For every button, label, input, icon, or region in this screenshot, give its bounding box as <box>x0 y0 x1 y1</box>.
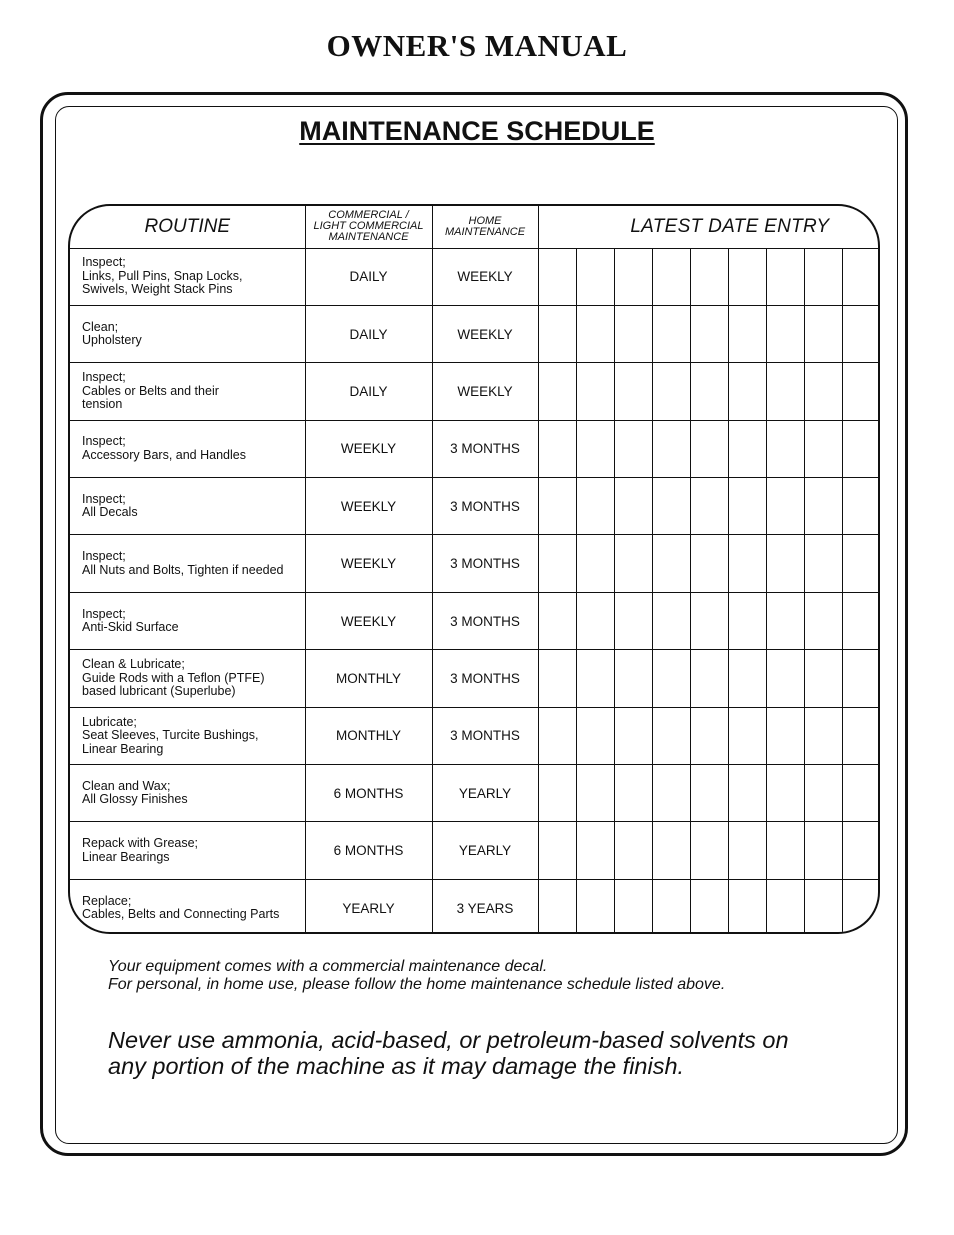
table-row <box>70 650 880 707</box>
date-entry-cell[interactable] <box>652 478 690 535</box>
table-row <box>70 879 880 934</box>
date-entry-cell[interactable] <box>766 650 804 707</box>
date-entry-cell[interactable] <box>804 478 842 535</box>
date-entry-cell[interactable] <box>804 420 842 477</box>
routine-cell <box>70 420 305 477</box>
table-row <box>70 305 880 362</box>
date-entry-cell[interactable] <box>652 707 690 764</box>
routine-line: Links, Pull Pins, Snap Locks, <box>82 268 243 283</box>
maintenance-table <box>68 204 880 934</box>
date-entry-cell[interactable] <box>538 650 576 707</box>
home-frequency-cell: 3 MONTHS <box>432 592 538 649</box>
date-entry-cell[interactable] <box>804 535 842 592</box>
date-entry-cell[interactable] <box>728 478 766 535</box>
date-entry-cell[interactable] <box>842 478 880 535</box>
table-row <box>70 363 880 420</box>
date-entry-cell[interactable] <box>614 535 652 592</box>
table-row <box>70 535 880 592</box>
routine-line: Seat Sleeves, Turcite Bushings, <box>82 728 259 743</box>
header-home-line: MAINTENANCE <box>444 225 526 238</box>
date-entry-cell[interactable] <box>728 650 766 707</box>
date-entry-cell[interactable] <box>804 822 842 879</box>
date-entry-cell[interactable] <box>576 478 614 535</box>
date-entry-cell[interactable] <box>614 879 652 934</box>
home-frequency-cell: WEEKLY <box>432 248 538 305</box>
date-entry-cell[interactable] <box>690 707 728 764</box>
date-entry-cell[interactable] <box>842 765 880 822</box>
commercial-frequency-cell: WEEKLY <box>305 592 432 649</box>
date-entry-cell[interactable] <box>576 765 614 822</box>
date-entry-cell[interactable] <box>614 592 652 649</box>
routine-line: Clean; <box>82 319 119 334</box>
home-frequency-cell: 3 MONTHS <box>432 420 538 477</box>
header-home <box>432 206 538 248</box>
date-entry-cell[interactable] <box>690 650 728 707</box>
home-frequency-cell: WEEKLY <box>432 363 538 420</box>
routine-cell <box>70 478 305 535</box>
date-entry-cell[interactable] <box>614 420 652 477</box>
routine-line: Accessory Bars, and Handles <box>82 447 246 462</box>
routine-line: Inspect; <box>82 549 126 564</box>
date-entry-cell[interactable] <box>804 650 842 707</box>
date-entry-cell[interactable] <box>766 478 804 535</box>
routine-line: Upholstery <box>82 333 142 348</box>
routine-line: based lubricant (Superlube) <box>82 684 236 699</box>
date-entry-cell[interactable] <box>766 305 804 362</box>
date-entry-cell[interactable] <box>576 535 614 592</box>
header-commercial-line: MAINTENANCE <box>328 231 409 244</box>
routine-line: Lubricate; <box>82 714 137 729</box>
solvent-warning-line: any portion of the machine as it may damage the finish. <box>108 1053 685 1079</box>
date-entry-cell[interactable] <box>614 363 652 420</box>
date-entry-cell[interactable] <box>538 592 576 649</box>
date-entry-cell[interactable] <box>652 248 690 305</box>
routine-cell <box>70 305 305 362</box>
date-entry-cell[interactable] <box>842 822 880 879</box>
commercial-frequency-cell: DAILY <box>305 363 432 420</box>
header-home-line: HOME <box>468 214 502 227</box>
table-header-row <box>70 206 880 248</box>
date-entry-cell[interactable] <box>766 420 804 477</box>
date-entry-cell[interactable] <box>576 592 614 649</box>
date-entry-cell[interactable] <box>538 707 576 764</box>
date-entry-cell[interactable] <box>804 305 842 362</box>
date-entry-cell[interactable] <box>614 248 652 305</box>
date-entry-cell[interactable] <box>804 879 842 934</box>
date-entry-cell[interactable] <box>652 420 690 477</box>
routine-line: All Glossy Finishes <box>82 792 188 807</box>
date-entry-cell[interactable] <box>690 420 728 477</box>
date-entry-cell[interactable] <box>538 305 576 362</box>
home-frequency-cell: 3 MONTHS <box>432 535 538 592</box>
date-entry-cell[interactable] <box>576 363 614 420</box>
home-frequency-cell: 3 MONTHS <box>432 707 538 764</box>
routine-cell <box>70 535 305 592</box>
commercial-frequency-cell: DAILY <box>305 305 432 362</box>
date-entry-cell[interactable] <box>576 822 614 879</box>
routine-line: Inspect; <box>82 255 126 270</box>
date-entry-cell[interactable] <box>766 535 804 592</box>
routine-line: Guide Rods with a Teflon (PTFE) <box>82 670 265 685</box>
routine-line: All Nuts and Bolts, Tighten if needed <box>82 562 284 577</box>
decal-note-line: For personal, in home use, please follow the home maintenance schedule listed above. <box>108 976 726 993</box>
routine-line: Replace; <box>82 893 132 908</box>
date-entry-cell[interactable] <box>652 535 690 592</box>
date-entry-cell[interactable] <box>690 765 728 822</box>
date-entry-cell[interactable] <box>766 592 804 649</box>
date-entry-cell[interactable] <box>766 879 804 934</box>
date-entry-cell[interactable] <box>652 765 690 822</box>
home-frequency-cell: 3 YEARS <box>432 879 538 934</box>
routine-line: Inspect; <box>82 434 126 449</box>
date-entry-cell[interactable] <box>842 535 880 592</box>
routine-line: Inspect; <box>82 491 126 506</box>
date-entry-cell[interactable] <box>804 248 842 305</box>
date-entry-cell[interactable] <box>728 363 766 420</box>
decal-note-line: Your equipment comes with a commercial maintenance decal. <box>108 958 548 975</box>
routine-line: Cables or Belts and their <box>82 383 219 398</box>
date-entry-cell[interactable] <box>842 650 880 707</box>
date-entry-cell[interactable] <box>652 592 690 649</box>
date-entry-cell[interactable] <box>576 305 614 362</box>
date-entry-cell[interactable] <box>804 363 842 420</box>
date-entry-cell[interactable] <box>842 707 880 764</box>
date-entry-cell[interactable] <box>804 592 842 649</box>
routine-cell <box>70 650 305 707</box>
date-entry-cell[interactable] <box>690 879 728 934</box>
table-row <box>70 592 880 649</box>
date-entry-cell[interactable] <box>576 707 614 764</box>
date-entry-cell[interactable] <box>842 363 880 420</box>
table-row <box>70 478 880 535</box>
header-commercial-line: COMMERCIAL / <box>328 209 409 222</box>
date-entry-cell[interactable] <box>690 822 728 879</box>
commercial-frequency-cell: WEEKLY <box>305 478 432 535</box>
date-entry-cell[interactable] <box>766 765 804 822</box>
date-entry-cell[interactable] <box>614 650 652 707</box>
commercial-frequency-cell: 6 MONTHS <box>305 765 432 822</box>
date-entry-cell[interactable] <box>538 248 576 305</box>
date-entry-cell[interactable] <box>576 248 614 305</box>
date-entry-cell[interactable] <box>728 248 766 305</box>
header-latest-date-entry: LATEST DATE ENTRY <box>538 206 880 248</box>
date-entry-cell[interactable] <box>576 879 614 934</box>
date-entry-cell[interactable] <box>538 879 576 934</box>
routine-line: Cables, Belts and Connecting Parts <box>82 907 280 922</box>
date-entry-cell[interactable] <box>538 822 576 879</box>
routine-line: Inspect; <box>82 370 126 385</box>
date-entry-cell[interactable] <box>728 879 766 934</box>
commercial-frequency-cell: WEEKLY <box>305 420 432 477</box>
routine-line: Clean & Lubricate; <box>82 657 185 672</box>
table-row <box>70 248 880 305</box>
page-title: OWNER'S MANUAL <box>326 28 628 63</box>
table-row <box>70 707 880 764</box>
header-routine: ROUTINE <box>70 206 305 248</box>
solvent-warning <box>108 1027 789 1079</box>
routine-cell <box>70 248 305 305</box>
date-entry-cell[interactable] <box>690 363 728 420</box>
date-entry-cell[interactable] <box>728 592 766 649</box>
routine-cell <box>70 592 305 649</box>
routine-line: All Decals <box>82 505 138 520</box>
date-entry-cell[interactable] <box>804 765 842 822</box>
date-entry-cell[interactable] <box>842 420 880 477</box>
date-entry-cell[interactable] <box>652 650 690 707</box>
routine-cell <box>70 879 305 934</box>
routine-line: tension <box>82 397 123 412</box>
home-frequency-cell: YEARLY <box>432 822 538 879</box>
date-entry-cell[interactable] <box>614 822 652 879</box>
routine-line: Inspect; <box>82 606 126 621</box>
solvent-warning-line: Never use ammonia, acid-based, or petroleum-based solvents on <box>108 1027 789 1053</box>
date-entry-cell[interactable] <box>538 478 576 535</box>
date-entry-cell[interactable] <box>690 305 728 362</box>
date-entry-cell[interactable] <box>614 305 652 362</box>
routine-line: Linear Bearings <box>82 849 170 864</box>
date-entry-cell[interactable] <box>652 879 690 934</box>
date-entry-cell[interactable] <box>652 305 690 362</box>
routine-line: Repack with Grease; <box>82 836 199 851</box>
commercial-frequency-cell: MONTHLY <box>305 707 432 764</box>
home-frequency-cell: 3 MONTHS <box>432 478 538 535</box>
header-commercial <box>305 206 432 248</box>
home-frequency-cell: YEARLY <box>432 765 538 822</box>
date-entry-cell[interactable] <box>690 248 728 305</box>
date-entry-cell[interactable] <box>614 765 652 822</box>
date-entry-cell[interactable] <box>766 707 804 764</box>
date-entry-cell[interactable] <box>766 822 804 879</box>
date-entry-cell[interactable] <box>576 650 614 707</box>
date-entry-cell[interactable] <box>842 305 880 362</box>
routine-line: Linear Bearing <box>82 741 164 756</box>
commercial-frequency-cell: 6 MONTHS <box>305 822 432 879</box>
routine-cell <box>70 363 305 420</box>
table-row <box>70 822 880 879</box>
commercial-frequency-cell: YEARLY <box>305 879 432 934</box>
date-entry-cell[interactable] <box>728 822 766 879</box>
date-entry-cell[interactable] <box>766 363 804 420</box>
date-entry-cell[interactable] <box>728 535 766 592</box>
header-commercial-line: LIGHT COMMERCIAL <box>313 220 424 233</box>
date-entry-cell[interactable] <box>728 707 766 764</box>
routine-cell <box>70 822 305 879</box>
date-entry-cell[interactable] <box>652 363 690 420</box>
date-entry-cell[interactable] <box>842 248 880 305</box>
date-entry-cell[interactable] <box>614 707 652 764</box>
date-entry-cell[interactable] <box>842 592 880 649</box>
home-frequency-cell: WEEKLY <box>432 305 538 362</box>
date-entry-cell[interactable] <box>728 305 766 362</box>
date-entry-cell[interactable] <box>576 420 614 477</box>
date-entry-cell[interactable] <box>652 822 690 879</box>
commercial-frequency-cell: WEEKLY <box>305 535 432 592</box>
schedule-title: MAINTENANCE SCHEDULE <box>299 116 655 146</box>
routine-line: Clean and Wax; <box>82 778 171 793</box>
date-entry-cell[interactable] <box>538 765 576 822</box>
routine-line: Swivels, Weight Stack Pins <box>82 282 233 297</box>
date-entry-cell[interactable] <box>766 248 804 305</box>
routine-line: Anti-Skid Surface <box>82 620 179 635</box>
date-entry-cell[interactable] <box>728 420 766 477</box>
date-entry-cell[interactable] <box>538 363 576 420</box>
date-entry-cell[interactable] <box>728 765 766 822</box>
date-entry-cell[interactable] <box>690 535 728 592</box>
routine-cell <box>70 765 305 822</box>
routine-cell <box>70 707 305 764</box>
commercial-frequency-cell: DAILY <box>305 248 432 305</box>
date-entry-cell[interactable] <box>804 707 842 764</box>
date-entry-cell[interactable] <box>614 478 652 535</box>
date-entry-cell[interactable] <box>690 478 728 535</box>
date-entry-cell[interactable] <box>690 592 728 649</box>
commercial-frequency-cell: MONTHLY <box>305 650 432 707</box>
decal-note <box>108 958 725 994</box>
home-frequency-cell: 3 MONTHS <box>432 650 538 707</box>
date-entry-cell[interactable] <box>538 420 576 477</box>
table-row <box>70 420 880 477</box>
table-row <box>70 765 880 822</box>
date-entry-cell[interactable] <box>538 535 576 592</box>
